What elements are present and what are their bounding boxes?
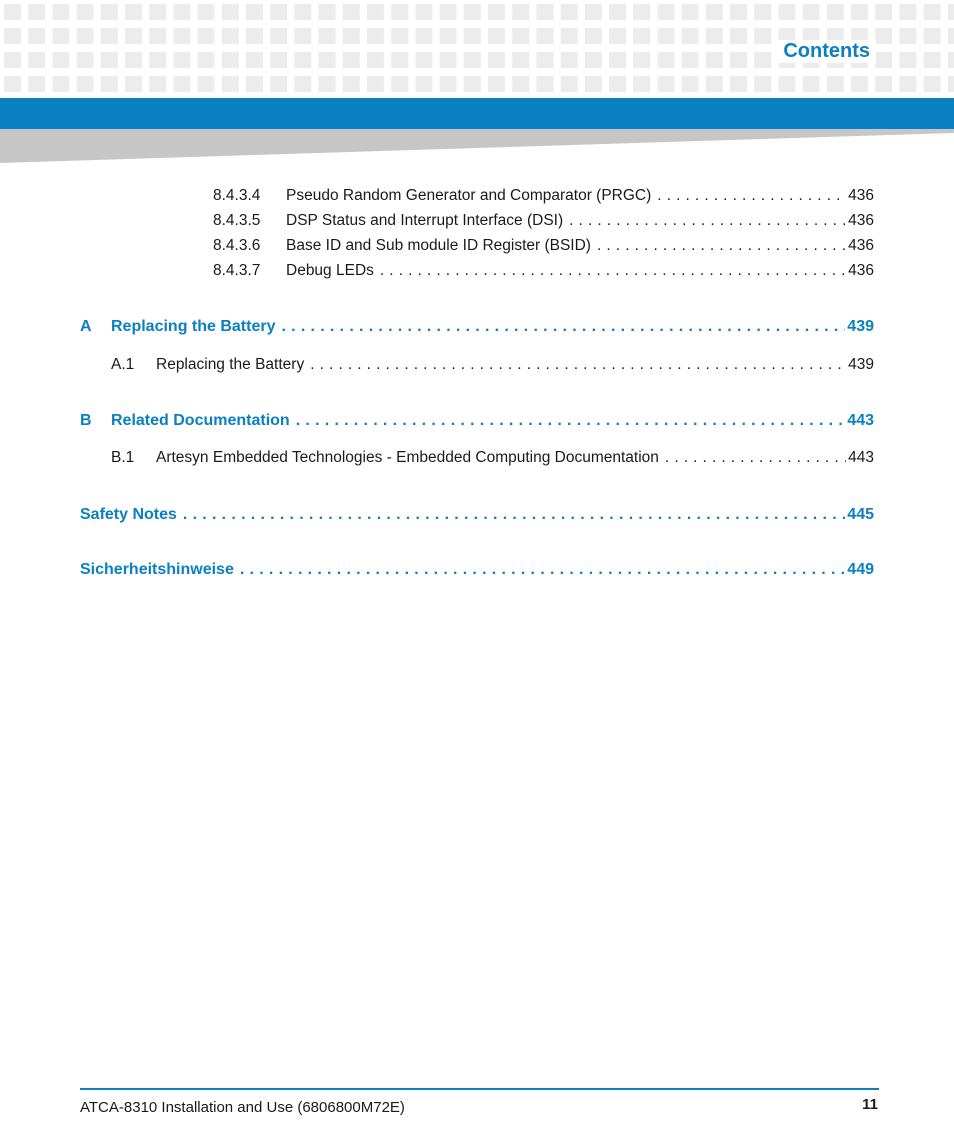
toc-chapter-number: A [80, 318, 92, 335]
toc-entry-page: 436 [848, 187, 874, 204]
footer-page-number: 11 [862, 1096, 878, 1113]
toc-entry[interactable] [111, 449, 874, 467]
toc-chapter-number: B [80, 412, 92, 429]
toc-entry-title: Debug LEDs [286, 262, 374, 279]
toc-entry-page: 436 [848, 237, 874, 254]
toc-entry[interactable] [111, 356, 874, 374]
toc-chapter-title: Replacing the Battery [111, 318, 276, 335]
toc-dot-leader [240, 561, 845, 579]
toc-dot-leader [296, 412, 846, 430]
toc-chapter-title: Safety Notes [80, 506, 177, 523]
toc-chapter-title: Sicherheitshinweise [80, 561, 234, 578]
footer-doc-title: ATCA-8310 Installation and Use (6806800M72E) [80, 1099, 405, 1116]
toc-chapter-page: 443 [847, 412, 874, 429]
toc-entry-page: 443 [848, 449, 874, 466]
toc-dot-leader [657, 187, 846, 205]
toc-entry-number: 8.4.3.4 [213, 187, 261, 204]
toc-entry-title: Base ID and Sub module ID Register (BSID) [286, 237, 591, 254]
toc-dot-leader [183, 506, 845, 524]
toc-chapter-b[interactable] [80, 412, 874, 430]
toc-chapter-page: 449 [847, 561, 874, 578]
header-grey-wedge [0, 129, 954, 163]
toc-entry-page: 439 [848, 356, 874, 373]
toc-entry-page: 436 [848, 212, 874, 229]
toc-entry[interactable] [213, 187, 874, 205]
toc-chapter-page: 439 [847, 318, 874, 335]
toc-entry-title: Pseudo Random Generator and Comparator (PRGC) [286, 187, 652, 204]
header-pattern [0, 0, 954, 98]
toc-entry-page: 436 [848, 262, 874, 279]
toc-dot-leader [281, 318, 845, 336]
footer-divider [80, 1088, 879, 1090]
toc-entry-number: 8.4.3.5 [213, 212, 261, 229]
toc-dot-leader [380, 262, 846, 280]
toc-chapter-title: Related Documentation [111, 412, 290, 429]
toc-entry[interactable] [213, 262, 874, 280]
toc-chapter-sicherheitshinweise[interactable] [80, 561, 874, 579]
toc-chapter-safety-notes[interactable] [80, 506, 874, 524]
toc-entry-number: 8.4.3.7 [213, 262, 261, 279]
toc-entry[interactable] [213, 237, 874, 255]
toc-chapter-a[interactable] [80, 318, 874, 336]
toc-entry-number: B.1 [111, 449, 135, 466]
toc-dot-leader [569, 212, 846, 230]
toc-entry-number: 8.4.3.6 [213, 237, 261, 254]
toc-chapter-page: 445 [847, 506, 874, 523]
toc-dot-leader [597, 237, 846, 255]
header-blue-bar [0, 98, 954, 129]
page-title: Contents [777, 40, 876, 63]
toc-entry-title: Artesyn Embedded Technologies - Embedded Computing Documentation [156, 449, 659, 466]
toc-dot-leader [665, 449, 846, 467]
toc-entry[interactable] [213, 212, 874, 230]
toc-entry-title: Replacing the Battery [156, 356, 305, 373]
toc-entry-number: A.1 [111, 356, 135, 373]
toc-entry-title: DSP Status and Interrupt Interface (DSI) [286, 212, 564, 229]
toc-dot-leader [310, 356, 846, 374]
